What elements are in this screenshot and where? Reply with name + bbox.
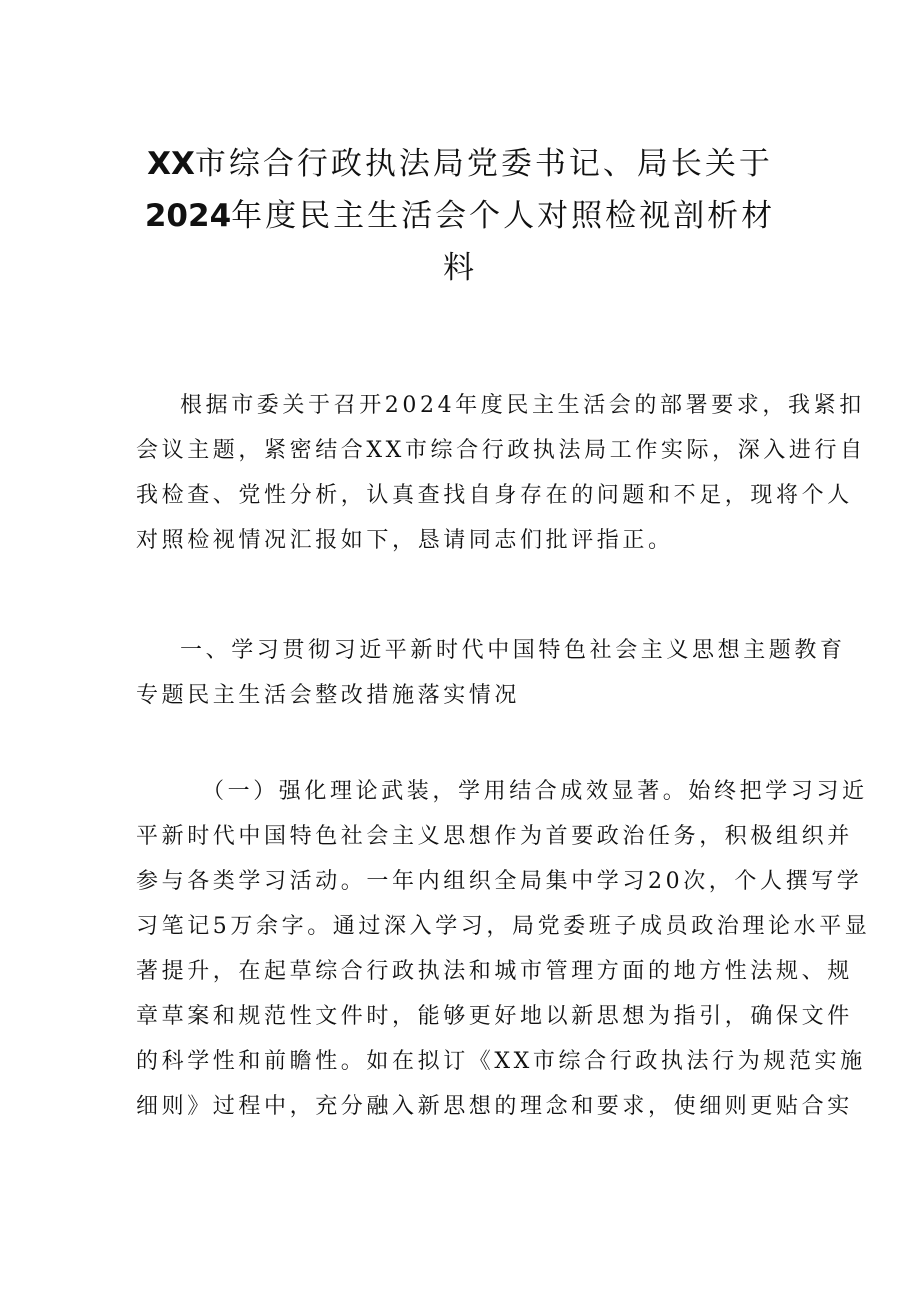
intro-line-4: 对照检视情况汇报如下，恳请同志们批评指正。 — [136, 528, 674, 553]
intro-line-1: 根据市委关于召开2024年度民主生活会的部署要求，我紧扣 — [180, 393, 865, 418]
subsection-1-line-2: 平新时代中国特色社会主义思想作为首要政治任务，积极组织并 — [136, 824, 853, 849]
section-1-line-1: 一、学习贯彻习近平新时代中国特色社会主义思想主题教育 — [180, 638, 846, 663]
section-1-heading — [136, 628, 846, 718]
subsection-1-line-4: 习笔记5万余字。通过深入学习，局党委班子成员政治理论水平显 — [136, 914, 871, 939]
title-line-3-text: 料 — [443, 250, 477, 286]
title-line-2 — [130, 190, 790, 242]
title-line-1 — [130, 138, 790, 190]
title-line-2-text: 年度民主生活会个人对照检视剖析材 — [231, 198, 776, 234]
subsection-1-line-7: 的科学性和前瞻性。如在拟订《XX市综合行政执法行为规范实施 — [136, 1049, 866, 1074]
intro-line-2: 会议主题，紧密结合XX市综合行政执法局工作实际，深入进行自 — [136, 438, 866, 463]
title-line-3 — [130, 242, 790, 294]
document-title — [130, 138, 790, 294]
title-line-1-text: 市综合行政执法局党委书记、局长关于 — [194, 146, 773, 182]
subsection-1-line-3: 参与各类学习活动。一年内组织全局集中学习20次，个人撰写学 — [136, 869, 863, 894]
intro-paragraph — [136, 383, 866, 563]
subsection-1-paragraph — [136, 769, 871, 1129]
section-1-line-2: 专题民主生活会整改措施落实情况 — [136, 683, 521, 708]
subsection-1-line-5: 著提升，在起草综合行政执法和城市管理方面的地方性法规、规 — [136, 959, 853, 984]
subsection-1-line-8: 细则》过程中，充分融入新思想的理念和要求，使细则更贴合实 — [136, 1094, 853, 1119]
subsection-1-line-1: （一）强化理论武装，学用结合成效显著。始终把学习习近 — [202, 779, 868, 804]
intro-line-3: 我检查、党性分析，认真查找自身存在的问题和不足，现将个人 — [136, 483, 853, 508]
title-line-2-prefix: 2024 — [144, 198, 232, 234]
title-line-1-prefix: XX — [147, 146, 195, 182]
subsection-1-line-6: 章草案和规范性文件时，能够更好地以新思想为指引，确保文件 — [136, 1004, 853, 1029]
